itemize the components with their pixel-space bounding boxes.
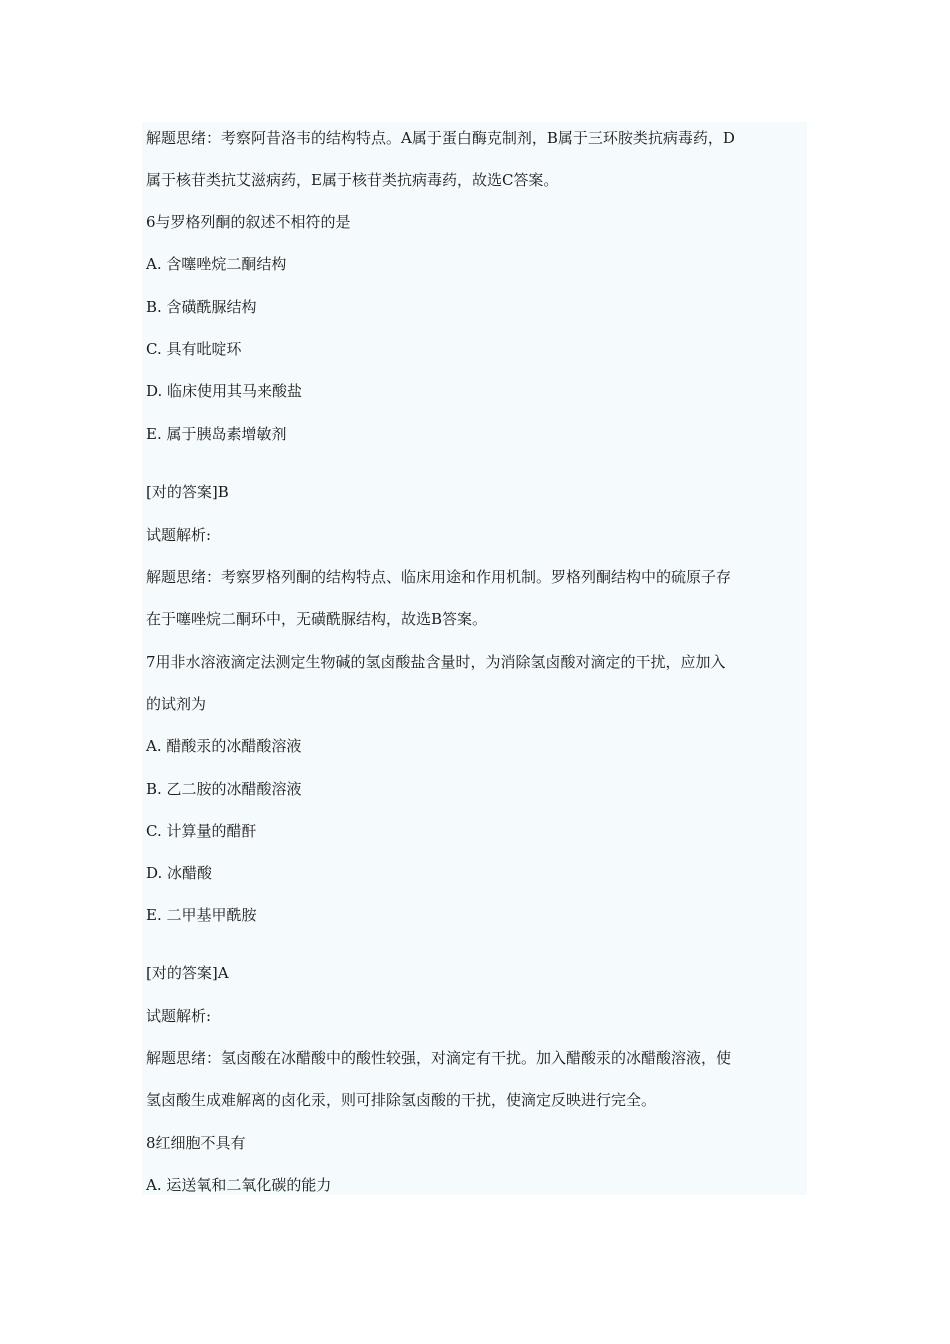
q6-option-b: B. 含磺酰脲结构	[146, 298, 257, 316]
q6-question: 6与罗格列酮的叙述不相符的是	[146, 213, 351, 231]
q7-answer: [对的答案]A	[146, 964, 229, 982]
q7-analysis-label: 试题解析:	[146, 1007, 212, 1025]
q5-analysis-line-2: 属于核苷类抗艾滋病药，E属于核苷类抗病毒药，故选C答案。	[146, 171, 559, 189]
q7-option-a: A. 醋酸汞的冰醋酸溶液	[146, 737, 302, 755]
q7-option-b: B. 乙二胺的冰醋酸溶液	[146, 780, 302, 798]
q6-option-d: D. 临床使用其马来酸盐	[146, 382, 303, 400]
q7-option-d: D. 冰醋酸	[146, 864, 213, 882]
q5-analysis-line-1: 解题思绪：考察阿昔洛韦的结构特点。A属于蛋白酶克制剂，B属于三环胺类抗病毒药，D	[146, 129, 735, 147]
q7-question-line-2: 的试剂为	[146, 695, 207, 713]
q7-option-e: E. 二甲基甲酰胺	[146, 906, 257, 924]
q6-option-a: A. 含噻唑烷二酮结构	[146, 255, 287, 273]
q8-question: 8红细胞不具有	[146, 1134, 246, 1152]
q6-answer: [对的答案]B	[146, 483, 229, 501]
q7-question-line-1: 7用非水溶液滴定法测定生物碱的氢卤酸盐含量时，为消除氢卤酸对滴定的干扰，应加入	[146, 653, 726, 671]
q8-option-a: A. 运送氧和二氧化碳的能力	[146, 1176, 332, 1194]
q6-option-c: C. 具有吡啶环	[146, 340, 242, 358]
q6-analysis-line-2: 在于噻唑烷二酮环中，无磺酰脲结构，故选B答案。	[146, 610, 488, 628]
q6-option-e: E. 属于胰岛素增敏剂	[146, 425, 287, 443]
q6-analysis-label: 试题解析:	[146, 526, 212, 544]
q7-analysis-line-1: 解题思绪：氢卤酸在冰醋酸中的酸性较强，对滴定有干扰。加入醋酸汞的冰醋酸溶液，使	[146, 1049, 732, 1067]
q7-analysis-line-2: 氢卤酸生成难解离的卤化汞，则可排除氢卤酸的干扰，使滴定反映进行完全。	[146, 1091, 657, 1109]
q6-analysis-line-1: 解题思绪：考察罗格列酮的结构特点、临床用途和作用机制。罗格列酮结构中的硫原子存	[146, 568, 732, 586]
q7-option-c: C. 计算量的醋酐	[146, 822, 257, 840]
